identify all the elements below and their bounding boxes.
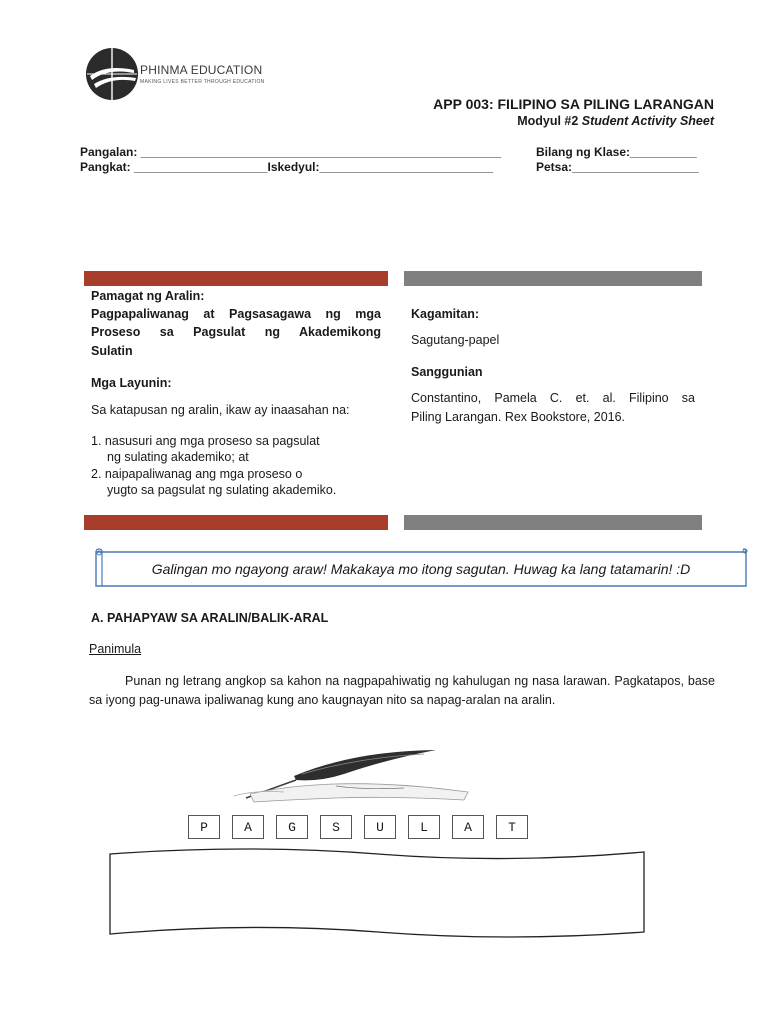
right-top-bar [404,271,702,286]
materials-label: Kagamitan: [411,307,480,321]
objective-text: nasusuri ang mga proseso sa pagsulat [104,434,320,448]
objectives-label: Mga Layunin: [91,376,172,390]
instructions-text: Punan ng letrang angkop sa kahon na nagpapahiwatig ng kahulugan ng nasa larawan. Pagkatapos, base sa iyong pag-unawa ipaliwanag kung ano kaugnayan nito sa napag-aralan na aralin. [89,674,715,707]
introduction-subheading: Panimula [89,642,142,656]
left-bottom-bar [84,515,388,530]
module-sheet-type: Student Activity Sheet [581,114,714,128]
document-title: APP 003: FILIPINO SA PILING LARANGAN [433,96,714,112]
reference-line-2: Piling Larangan. Rex Bookstore, 2016. [411,410,626,424]
logo-tagline: MAKING LIVES BETTER THROUGH EDUCATION [140,79,265,85]
letter-box[interactable]: P [188,815,220,839]
objective-continuation: yugto sa pagsulat ng sulating akademiko. [107,483,337,497]
letter-box[interactable]: S [320,815,352,839]
lesson-title-line-1: Pagpapaliwanag at Pagsasagawa ng mga [91,307,381,321]
objective-number: 1. [91,434,102,448]
objective-item [91,433,320,450]
quill-pen-icon [224,746,476,804]
reference-line-1: Constantino, Pamela C. et. al. Filipino sa [411,391,695,405]
lesson-title-label: Pamagat ng Aralin: [91,289,205,303]
class-number-field[interactable]: Bilang ng Klase:__________ [536,145,697,159]
lesson-title-line-2: Proseso sa Pagsulat ng Akademikong [91,325,381,339]
module-subtitle [517,114,714,128]
letter-box[interactable]: U [364,815,396,839]
module-number: Modyul #2 [517,114,579,128]
name-field[interactable]: Pangalan: ______________________________________________________ [80,145,502,159]
lesson-title-line-3: Sulatin [91,344,133,358]
objectives-intro: Sa katapusan ng aralin, ikaw ay inaasahan na: [91,403,350,417]
letter-box[interactable]: G [276,815,308,839]
objective-item [91,466,302,483]
objective-continuation: ng sulating akademiko; at [107,450,249,464]
reference-label: Sanggunian [411,365,483,379]
letter-box[interactable]: A [452,815,484,839]
letter-box[interactable]: L [408,815,440,839]
materials-value: Sagutang-papel [411,333,500,347]
logo-name: PHINMA EDUCATION [140,63,263,77]
answer-area-icon[interactable] [108,846,646,942]
letter-box[interactable]: A [232,815,264,839]
letter-box[interactable]: T [496,815,528,839]
right-bottom-bar [404,515,702,530]
section-a-heading: A. PAHAPYAW SA ARALIN/BALIK-ARAL [91,611,329,625]
objective-text: naipapaliwanag ang mga proseso o [104,467,303,481]
left-top-bar [84,271,388,286]
objective-number: 2. [91,467,102,481]
group-schedule-field[interactable]: Pangkat: ____________________Iskedyul:__________________________ [80,160,494,174]
instructions-paragraph [89,672,715,710]
date-field[interactable]: Petsa:___________________ [536,160,699,174]
motivation-banner-text: Galingan mo ngayong araw! Makakaya mo itong sagutan. Huwag ka lang tatamarin! :D [151,561,691,577]
